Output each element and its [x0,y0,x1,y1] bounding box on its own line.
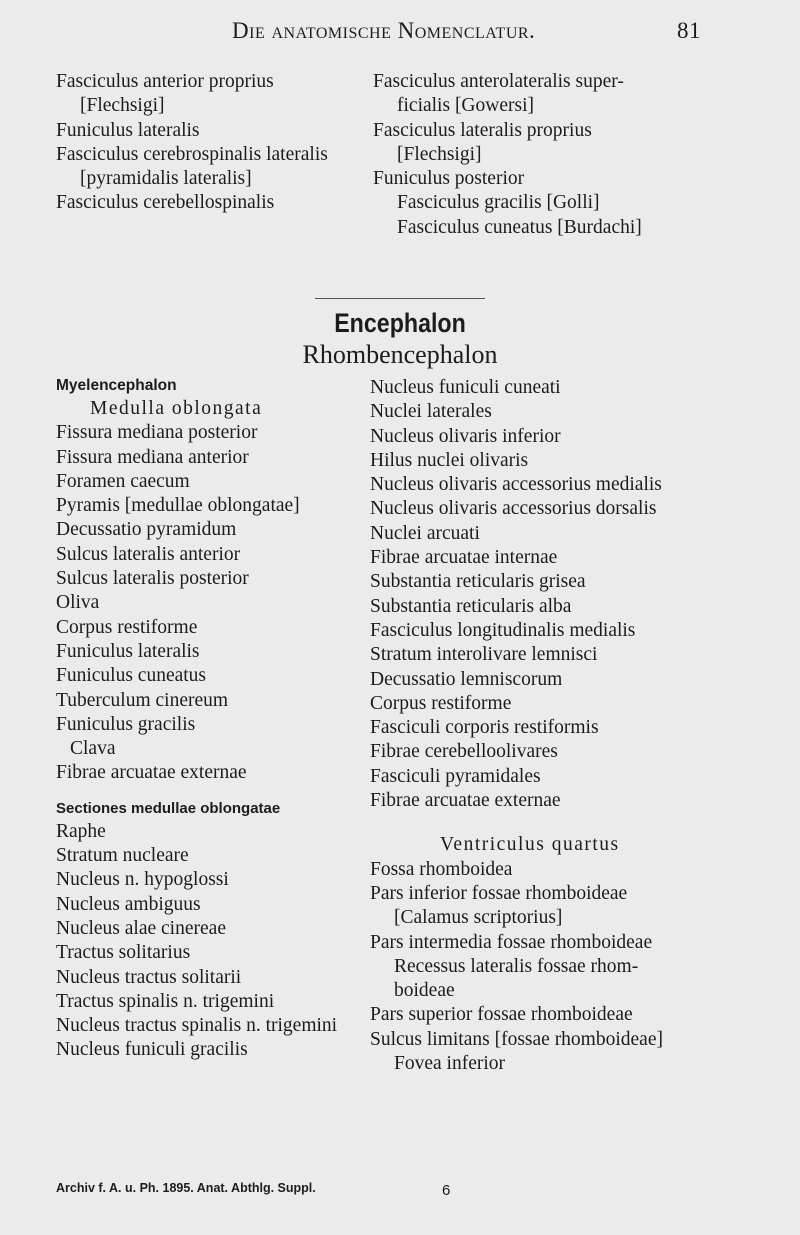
list-item: Tractus spinalis n. trigemini [56,990,275,1012]
list-item: Fasciculus longitudinalis medialis [370,619,636,641]
list-item: Fibrae arcuatae externae [370,790,561,812]
list-item: Fasciculus anterolateralis super- [373,71,624,92]
list-item: Nucleus tractus solitarii [56,966,242,988]
list-item: Fissura mediana posterior [56,422,258,444]
list-item: Fibrae arcuatae externae [56,762,247,784]
list-item: Stratum interolivare lemnisci [370,644,598,666]
list-item: Fibrae arcuatae internae [370,547,558,569]
medulla-heading: Medulla oblongata [90,398,263,419]
list-item: Sulcus limitans [fossae rhomboideae] [370,1028,663,1050]
list-item: [Calamus scriptorius] [394,907,563,929]
list-item: Sulcus lateralis posterior [56,568,249,590]
running-title: Die anatomische Nomenclatur. [232,18,536,43]
list-item: Raphe [56,820,106,842]
top-right-column [373,70,642,240]
list-item: [pyramidalis lateralis] [80,168,252,190]
list-item: Fasciculi corporis restiformis [370,717,599,739]
list-item: Nucleus n. hypoglossi [56,869,229,891]
list-item: [Flechsigi] [397,143,482,165]
list-item: Nucleus funiculi gracilis [56,1039,248,1061]
list-item: Clava [70,738,116,760]
list-item: Nucleus tractus spinalis n. trigemini [56,1015,338,1037]
list-item: Decussatio pyramidum [56,519,237,541]
signature-mark: 6 [442,1182,451,1199]
list-item: Recessus lateralis fossae rhom- [394,955,639,977]
list-item: boideae [394,980,455,1002]
list-item: Foramen caecum [56,470,190,492]
myelencephalon-heading: Myelencephalon [56,377,177,394]
list-item: Tractus solitarius [56,942,191,964]
list-item: Sulcus lateralis anterior [56,543,241,565]
page-number: 81 [677,18,701,43]
list-item: Funiculus lateralis [56,119,200,141]
list-item: Nucleus funiculi cuneati [370,377,561,398]
list-item: Nucleus olivaris inferior [370,425,561,447]
list-item: Fasciculus cerebellospinalis [56,192,275,214]
list-item: Stratum nucleare [56,845,189,867]
section-subheading: Rhombencephalon [302,340,498,369]
list-item: Nucleus olivaris accessorius dorsalis [370,498,657,520]
list-item: Fasciculus lateralis proprius [373,119,592,141]
list-item: Nucleus alae cinereae [56,917,226,939]
list-item: Funiculus posterior [373,168,525,190]
list-item: Nuclei arcuati [370,522,480,544]
list-item: Pars superior fossae rhomboideae [370,1004,633,1026]
section-heading: Encephalon [334,308,466,338]
sectiones-heading: Sectiones medullae oblongatae [56,799,281,817]
section-divider [315,298,485,299]
top-left-column [56,70,328,216]
left-column [56,375,337,1063]
list-item: Fibrae cerebelloolivares [370,741,558,763]
list-item: Pars inferior fossae rhomboideae [370,882,628,904]
list-item: Pars intermedia fossae rhomboideae [370,931,653,953]
list-item: Fasciculus anterior proprius [56,71,274,92]
list-item: Substantia reticularis grisea [370,571,586,593]
list-item: Corpus restiforme [370,692,512,714]
list-item: Tuberculum cinereum [56,689,229,711]
list-item: Funiculus lateralis [56,640,200,662]
list-item: Decussatio lemniscorum [370,668,563,690]
list-item: Nuclei laterales [370,401,492,423]
list-item: Funiculus cuneatus [56,665,207,687]
list-item: Fossa rhomboidea [370,858,513,880]
ventriculus-heading: Ventriculus quartus [440,834,620,856]
list-item: [Flechsigi] [80,95,165,117]
list-item: Hilus nuclei olivaris [370,449,529,471]
right-column [370,376,663,1076]
list-item: Fasciculus cuneatus [Burdachi] [397,216,642,238]
list-item: Fasciculus cerebrospinalis lateralis [56,143,328,165]
list-item: Fovea inferior [394,1053,506,1075]
list-item: Funiculus gracilis [56,713,196,735]
list-item: Corpus restiforme [56,616,198,638]
list-item: Oliva [56,592,100,614]
list-item: Pyramis [medullae oblongatae] [56,495,300,517]
list-item: Fasciculus gracilis [Golli] [397,192,600,214]
list-item: Fasciculi pyramidales [370,765,541,787]
list-item: Fissura mediana anterior [56,446,249,468]
list-item: Nucleus ambiguus [56,893,201,915]
footer-citation: Archiv f. A. u. Ph. 1895. Anat. Abthlg. Suppl. [56,1181,316,1195]
list-item: Nucleus olivaris accessorius medialis [370,474,662,496]
list-item: ficialis [Gowersi] [397,95,534,117]
list-item: Substantia reticularis alba [370,595,572,617]
